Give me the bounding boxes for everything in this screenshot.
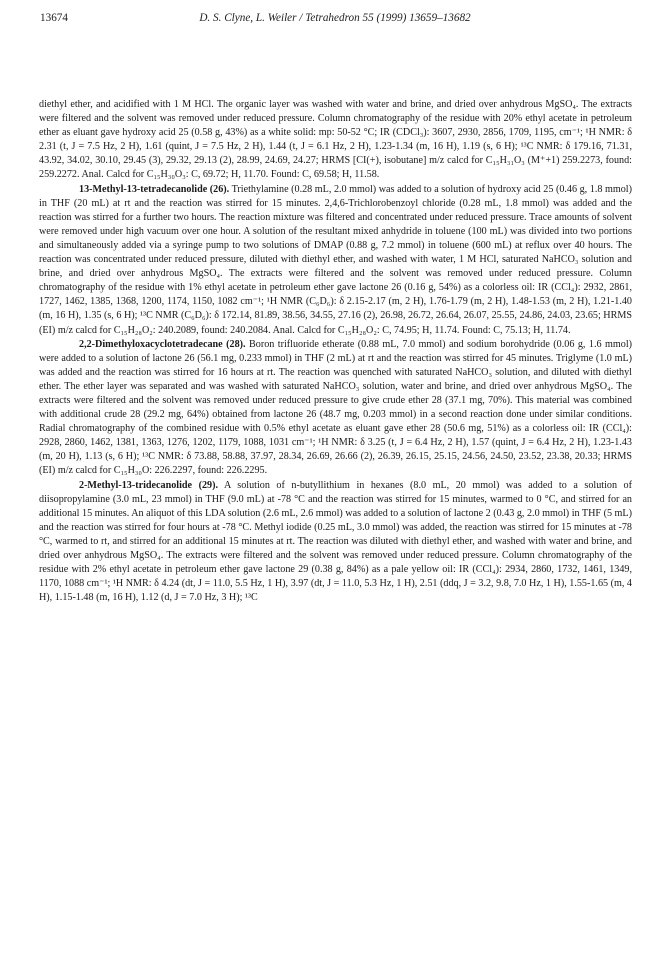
paragraph-text: Boron trifluoride etherate (0.88 mL, 7.0 mmol) and sodium borohydride (0.06 g, 1.6 mmol) were added to a solution of lactone 26 (56.1 mg, 0.233 mmol) in THF (2 mL) at rt and the reaction was stirred for 45 minutes. Triglyme (1.0 mL) was added and the reaction was stirred for 16 hours at rt. The reaction was quenched with saturated NaHCO₃ solution, and diluted with diethyl ether. The ether layer was separated and was washed with saturated NaHCO₃ solution, water and brine, and dried over anhydrous MgSO₄. The extracts were filtered and the solvent was removed under reduced pressure to give crude ether 28 (37.1 mg, 70%). This material was combined with additional crude 28 (29.2 mg, 64%) obtained from lactone 26 (48.7 mg, 0.203 mmol) in a second reaction done under similar conditions. Radial chromatography of the combined residue with 0.5% ethyl acetate as eluant gave ether 28 (50.6 mg, 51%) as a colorless oil: IR (CCl₄): 2928, 2860, 1462, 1381, 1363, 1276, 1202, 1179, 1088, 1031 cm⁻¹; ¹H NMR: δ 3.25 (t, J = 6.4 Hz, 2 H), 1.57 (quint, J = 6.4 Hz, 2 H), 1.23-1.43 (m, 20 H), 1.13 (s, 6 H); ¹³C NMR: δ 73.88, 58.88, 37.97, 28.34, 26.69, 26.66 (2), 26.39, 26.15, 25.15, 24.56, 24.50, 23.52, 23.38, 20.33; HRMS (EI) m/z calcd for C₁₅H₃₀O: 226.2297, found: 226.2295. [39,338,633,477]
body-text [39,98,632,605]
paragraph-text: diethyl ether, and acidified with 1 M HCl. The organic layer was washed with water and brine, and dried over anhydrous MgSO₄. The extracts were filtered and the solvent was removed under reduced pressure. Column chromatography of the residue with 20% ethyl acetate in petroleum ether as eluant gave hydroxy acid 25 (0.58 g, 43%) as a white solid: mp: 50-52 °C; IR (CDCl₃): 3607, 2930, 2856, 1709, 1195, cm⁻¹; ¹H NMR: δ 2.31 (t, J = 7.5 Hz, 2 H), 1.61 (quint, J = 7.5 Hz, 2 H), 1.44 (t, J = 6.1 Hz, 2 H), 1.23-1.34 (m, 16 H), 1.19 (s, 6 H); ¹³C NMR: δ 179.16, 71.31, 43.92, 34.02, 30.10, 29.45 (3), 29.32, 29.13 (2), 28.99, 24.69, 24.27; HRMS [CI(+), isobutane] m/z calcd for C₁₅H₃₁O₃ (M⁺+1) 259.2273, found: 259.2272. Anal. Calcd for C₁₅H₃₀O₃: C, 69.72; H, 11.70. Found: C, 69.58; H, 11.58. [39,99,632,181]
running-head: D. S. Clyne, L. Weiler / Tetrahedron 55 (1999) 13659–13682 [199,12,471,24]
paragraph-compound-29 [39,479,632,606]
paragraph-compound-26 [39,183,632,338]
paragraph-hydroxy-acid-25 [39,98,632,183]
paragraph-text: A solution of n-butyllithium in hexanes (8.0 mL, 20 mmol) was added to a solution of diisopropylamine (3.0 mL, 23 mmol) in THF (9.0 mL) at -78 °C and the reaction was stirred for 15 minutes, warmed to 0 °C, and stirred for an additional 15 minutes. An aliquot of this LDA solution (2.6 mL, 2.6 mmol) was added to a solution of lactone 2 (0.43 g, 2.0 mmol) in THF (5 mL) and the reaction was stirred for four hours at -78 °C. Methyl iodide (0.25 mL, 3.0 mmol) was added, the reaction was stirred for 15 minutes at -78 °C, warmed to rt, and stirred for an additional 15 minutes at rt. The reaction was diluted with diethyl ether, and washed with water and brine, and dried over anhydrous MgSO₄. The extracts were filtered and the solvent was removed under reduced pressure. Column chromatography of the residue with 2% ethyl acetate in petroleum ether gave lactone 29 (0.38 g, 84%) as a pale yellow oil: IR (CCl₄): 2934, 2860, 1732, 1461, 1349, 1170, 1088 cm⁻¹; ¹H NMR: δ 4.24 (dt, J = 11.0, 5.5 Hz, 1 H), 3.97 (dt, J = 11.0, 5.3 Hz, 1 H), 2.51 (ddq, J = 3.2, 9.8, 7.0 Hz, 1 H), 1.55-1.65 (m, 4 H), 1.15-1.48 (m, 16 H), 1.12 (d, J = 7.0 Hz, 3 H); ¹³C [39,479,632,604]
compound-name: 2-Methyl-13-tridecanolide (29). [79,479,218,491]
page-number: 13674 [40,12,68,24]
paragraph-text: Triethylamine (0.28 mL, 2.0 mmol) was added to a solution of hydroxy acid 25 (0.46 g, 1.8 mmol) in THF (20 mL) at rt and the reaction was stirred for 15 minutes. 2,4,6-Trichlorobenzoyl chloride (0.28 mL, 1.8 mmol) was added and the reaction was stirred for a further two hours. The reaction mixture was filtered and concentrated under reduced pressure. Trace amounts of solvent were removed under high vacuum over one hour. A solution of the resultant mixed anhydride in toluene (100 mL) was divided into two portions and simultaneously added via a syringe pump to two solutions of DMAP (0.88 g, 7.2 mmol) in toluene (600 mL) at reflux over 40 hours. The reaction was concentrated under reduced pressure, diluted with diethyl ether, and washed with water, 1 M HCl, saturated NaHCO₃ solution and brine, and dried over anhydrous MgSO₄. The extracts were filtered and the solvent was removed under reduced pressure. Column chromatography of the residue with 1% ethyl acetate in petroleum ether gave lactone 26 (0.16 g, 54%) as a colorless oil: IR (CCl₄): 2932, 2861, 1727, 1462, 1385, 1368, 1200, 1174, 1150, 1082 cm⁻¹; ¹H NMR (C₆D₆): δ 2.15-2.17 (m, 2 H), 1.76-1.79 (m, 2 H), 1.48-1.53 (m, 2 H), 1.21-1.40 (m, 16 H), 1.35 (s, 6 H); ¹³C NMR (C₆D₆): δ 172.14, 81.89, 38.56, 34.55, 27.16 (2), 26.98, 26.72, 26.64, 26.07, 25.55, 24.86, 24.03, 23.65; HRMS (EI) m/z calcd for C₁₅H₂₈O₂: 240.2089, found: 240.2084. Anal. Calcd for C₁₅H₂₈O₂: C, 74.95; H, 11.74. Found: C, 75.13; H, 11.74. [39,183,632,336]
page-header [40,12,630,26]
compound-name: 2,2-Dimethyloxacyclotetradecane (28). [79,338,246,350]
compound-name: 13-Methyl-13-tetradecanolide (26). [79,183,230,195]
paragraph-compound-28 [39,338,632,479]
